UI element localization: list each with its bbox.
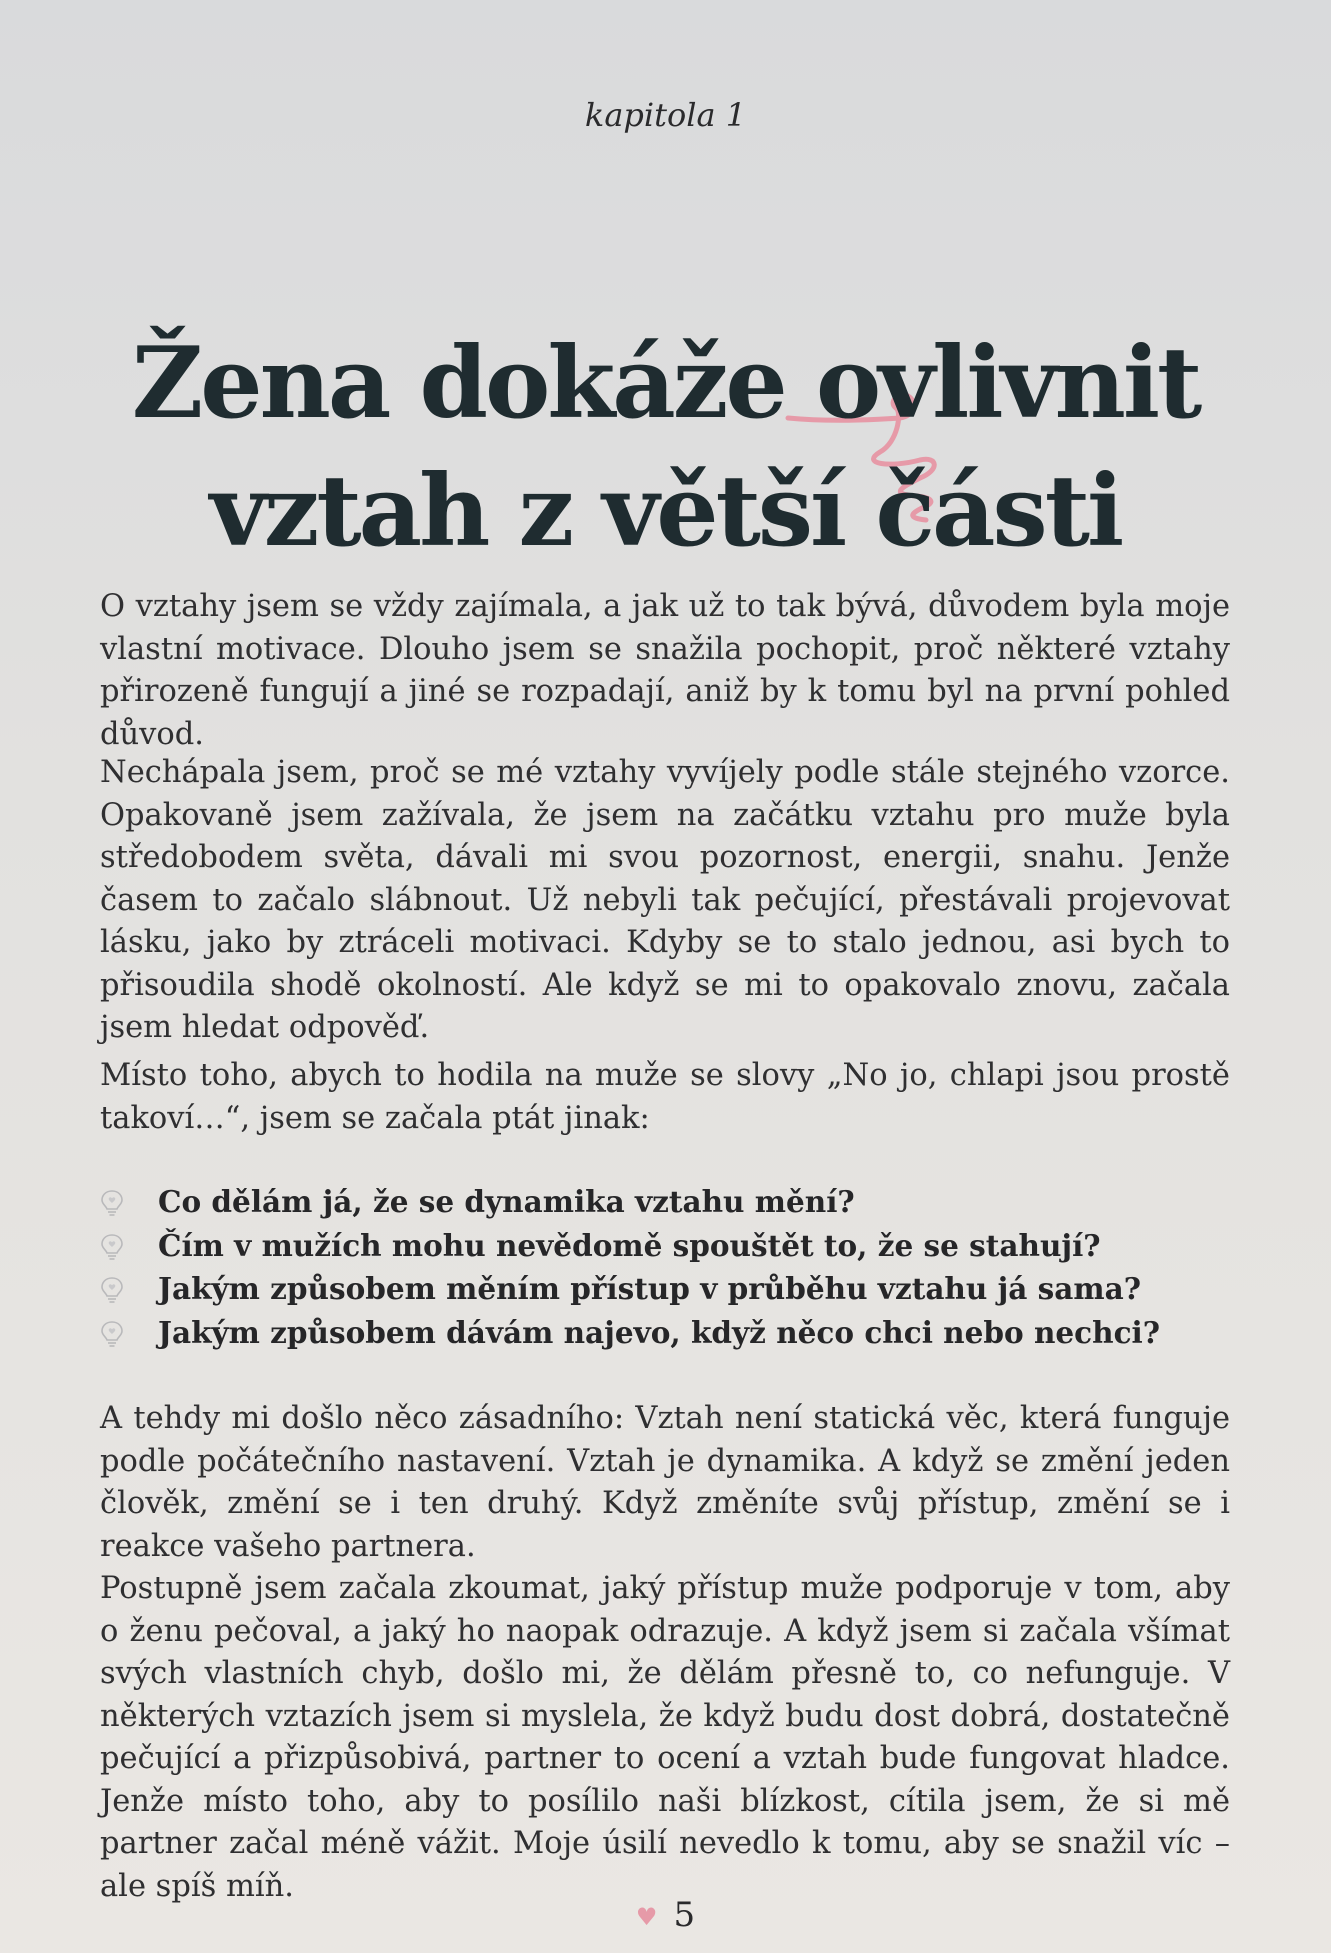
heart-icon: ♥ (635, 1903, 658, 1931)
paragraph-text: O vztahy jsem se vždy zajímala, a jak už to tak bývá, důvodem byla moje vlastní motivace. Dlouho jsem se snažila pochopit, proč některé vztahy přirozeně fungují a jiné se rozpadají, aniž by k tomu byl na první pohled důvod. (100, 589, 1230, 752)
list-item (100, 1267, 1230, 1311)
heart-lightbulb-icon (100, 1189, 124, 1217)
chapter-title-line-2: vztah z větší části (209, 454, 1122, 569)
question-text: Jakým způsobem dávám najevo, když něco chci nebo nechci? (158, 1314, 1161, 1350)
question-text: Co dělám já, že se dynamika vztahu mění? (158, 1184, 855, 1219)
paragraph-text: Místo toho, abych to hodila na muže se slovy „No jo, chlapi jsou prostě takoví…“, jsem se začala ptát jinak: (100, 1058, 1230, 1136)
list-item (100, 1311, 1230, 1355)
page-footer (0, 1895, 1331, 1935)
page-number: 5 (673, 1895, 696, 1935)
list-item (100, 1180, 1230, 1224)
question-text: Čím v mužích mohu nevědomě spouštět to, že se stahují? (158, 1227, 1101, 1263)
heart-lightbulb-icon (100, 1233, 124, 1261)
chapter-label: kapitola 1 (584, 96, 747, 134)
question-text: Jakým způsobem měním přístup v průběhu vztahu já sama? (158, 1271, 1141, 1306)
paragraph-text: Nechápala jsem, proč se mé vztahy vyvíjely podle stále stejného vzorce. Opakovaně jsem zažívala, že jsem na začátku vztahu pro muže byla středobodem světa, dávali mi svou pozornost, energii, snahu. Jenže časem to začalo slábnout. Už nebyli tak pečující, přestávali projevovat lásku, jako by ztráceli motivaci. Kdyby se to stalo jednou, asi bych to přisoudila shodě okolností. Ale když se mi to opakovalo znovu, začala jsem hledat odpověď. (100, 755, 1230, 1045)
paragraph-5 (100, 1568, 1230, 1939)
chapter-title-line-1: Žena dokáže ovlivnit (131, 326, 1200, 441)
paragraph-3 (100, 1055, 1230, 1171)
paragraph-2 (100, 752, 1230, 1081)
paragraph-text: Postupně jsem začala zkoumat, jaký přístup muže podporuje v tom, aby o ženu pečoval, a jaký ho naopak odrazuje. A když jsem si začala všímat svých vlastních chyb, došlo mi, že dělám přesně to, co nefunguje. V některých vztazích jsem si myslela, že když budu dost dobrá, dostatečně pečující a přizpůsobivá, partner to ocení a vztah bude fungovat hladce. Jenže místo toho, aby to posílilo naši blízkost, cítila jsem, že si mě partner začal méně vážit. Moje úsilí nevedlo k tomu, aby se snažil víc – ale spíš míň. (100, 1571, 1230, 1904)
heart-lightbulb-icon (100, 1320, 124, 1348)
heart-lightbulb-icon (100, 1276, 124, 1304)
list-item (100, 1224, 1230, 1268)
question-list (100, 1180, 1230, 1354)
chapter-title (0, 320, 1331, 576)
paragraph-text: A tehdy mi došlo něco zásadního: Vztah není statická věc, která funguje podle počátečního nastavení. Vztah je dynamika. A když se změní jeden člověk, změní se i ten druhý. Když změníte svůj přístup, změní se i reakce vašeho partnera. (100, 1401, 1230, 1564)
